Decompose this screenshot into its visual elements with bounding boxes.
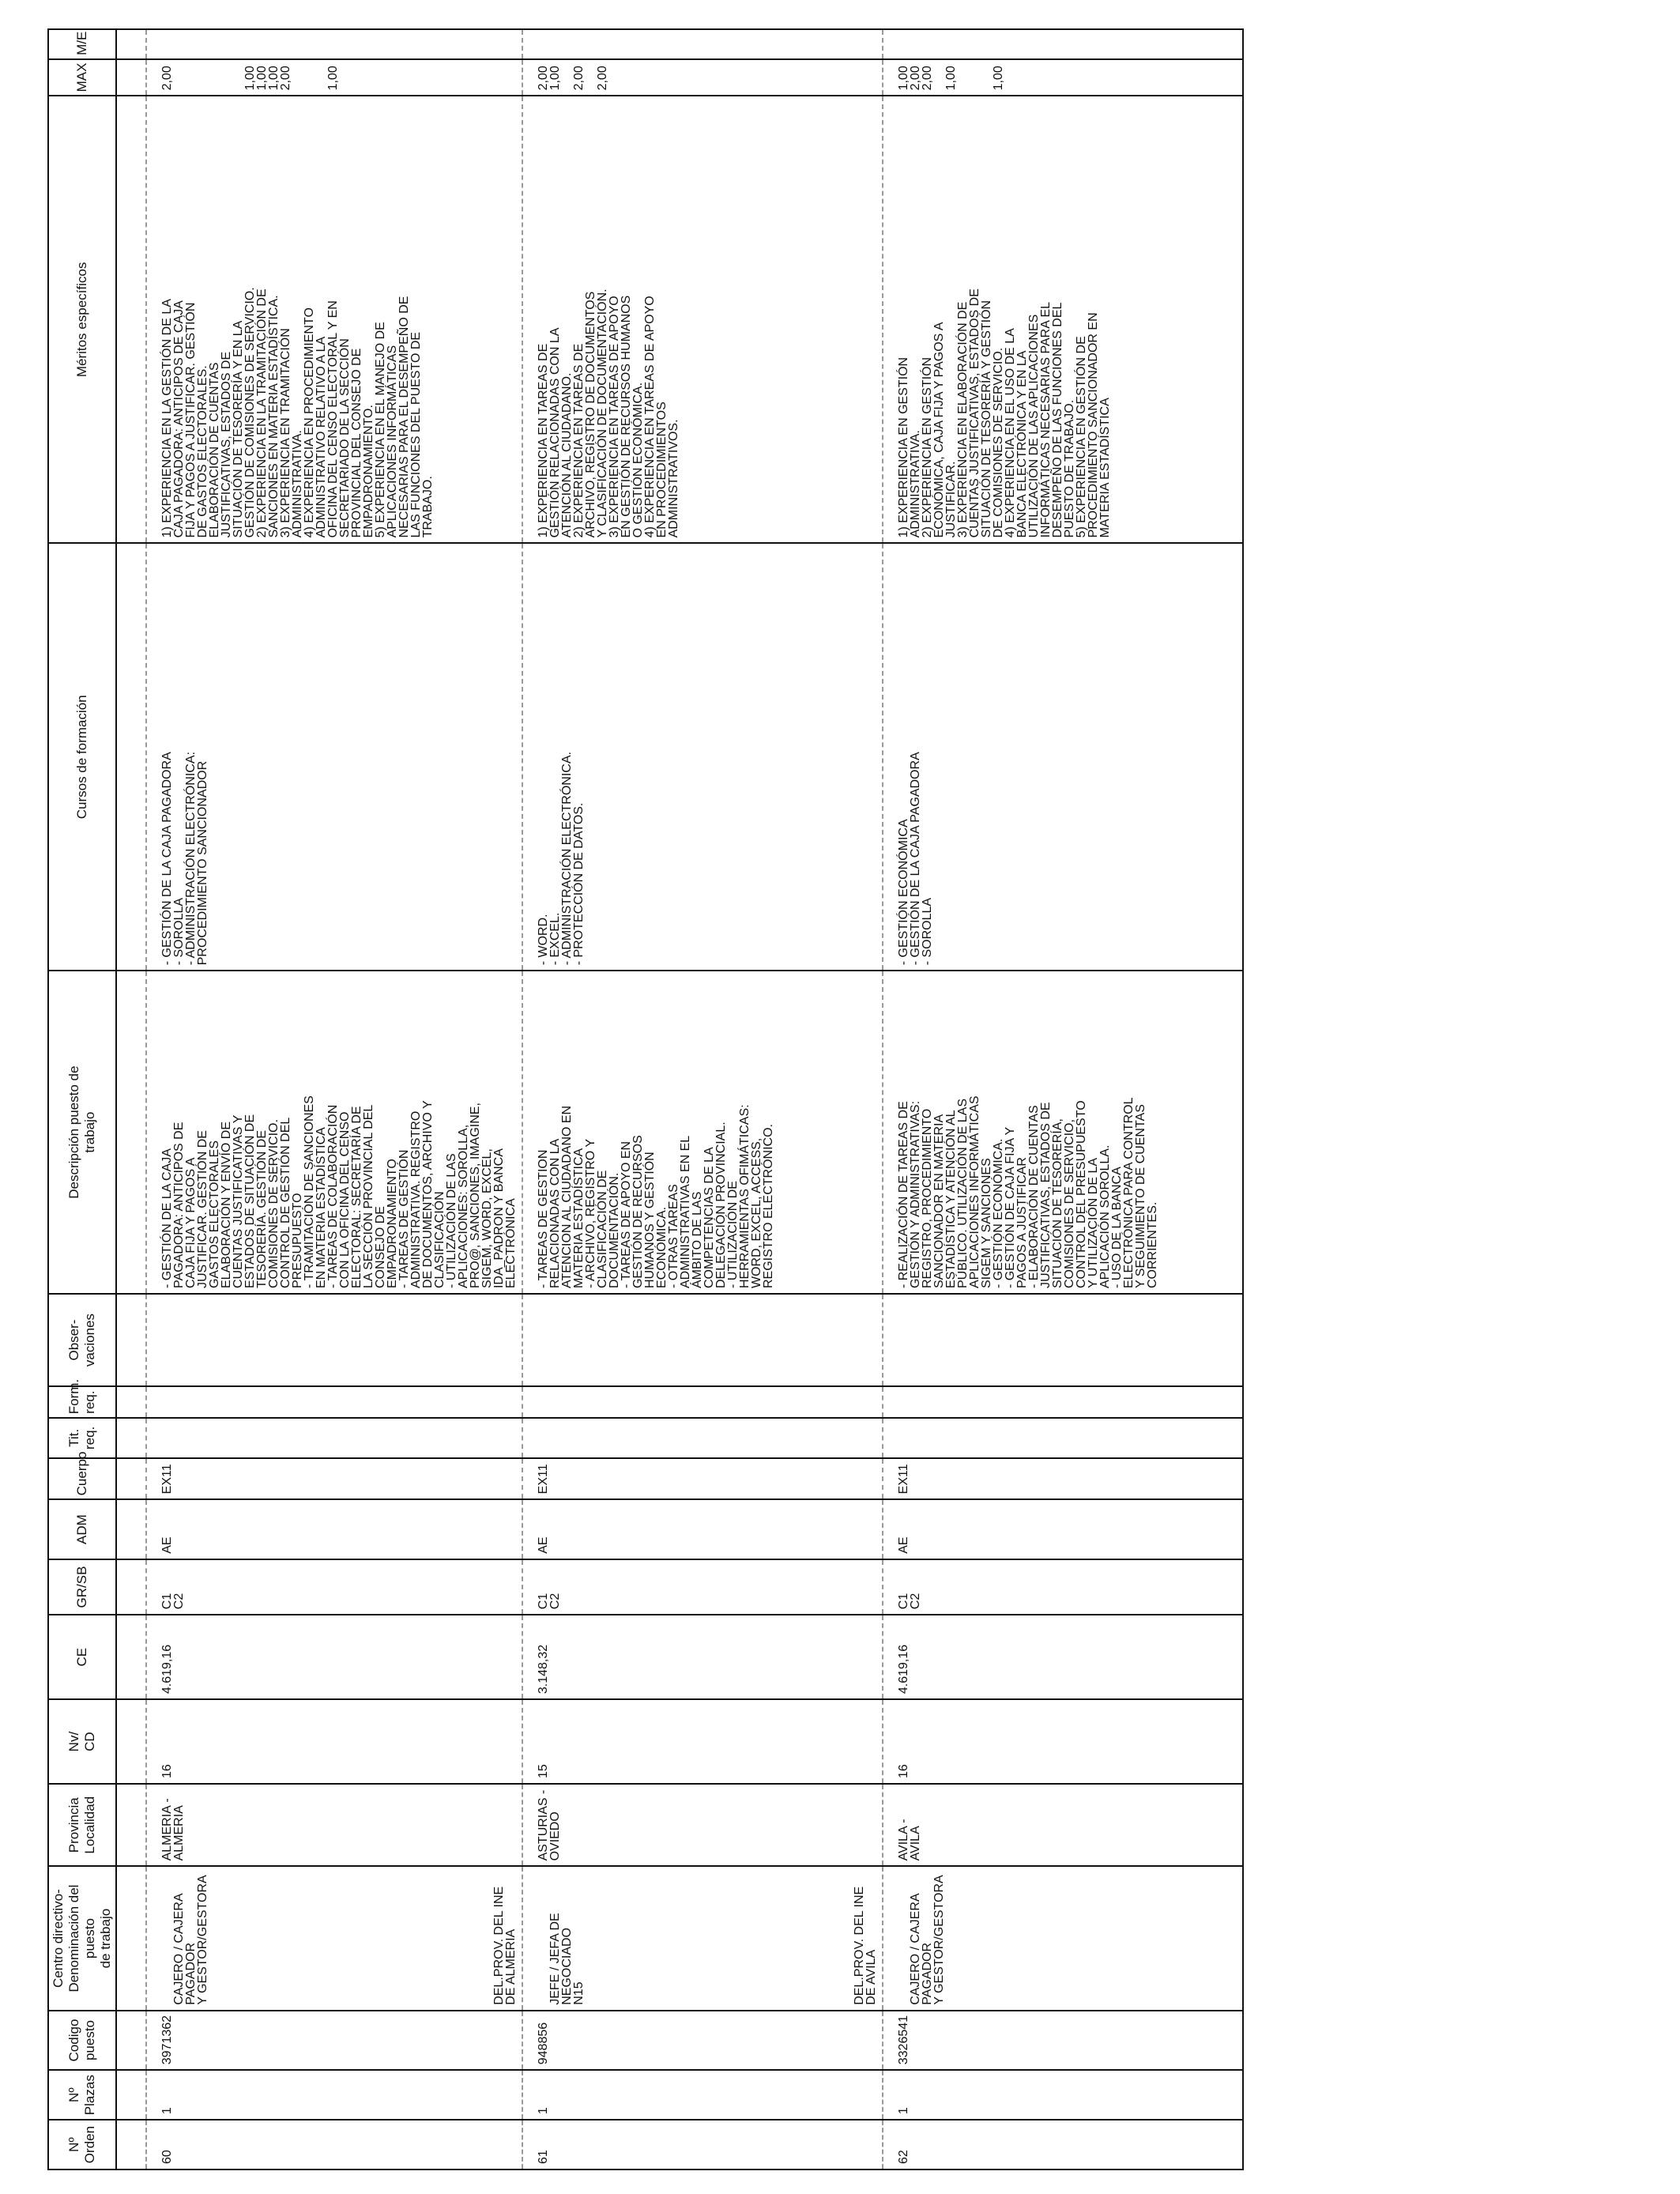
cuerpo-cell: EX11	[146, 1458, 522, 1500]
me-cell	[146, 29, 522, 59]
job-positions-table	[47, 28, 1244, 2170]
codigo-cell: 3971362	[146, 2011, 522, 2070]
adm-cell: AE	[883, 1499, 1243, 1559]
max-values: 2,00 1,00 1,00 1,00 2,00 1,00	[160, 66, 340, 91]
header-centro: Centro directivo- Denominación del puesto de trabajo	[48, 1866, 116, 2010]
header-cursos: Cursos de formación	[48, 543, 116, 971]
adm-cell: AE	[146, 1499, 522, 1559]
codigo-cell: 948856	[522, 2011, 883, 2070]
ce-cell: 4.619,16	[146, 1615, 522, 1699]
header-meritos: Méritos específicos	[48, 96, 116, 543]
header-titulacion: Tit. req.	[48, 1418, 116, 1457]
header-formacion-req: Form. req.	[48, 1386, 116, 1418]
grupo-cell: C1 C2	[883, 1559, 1243, 1615]
orden-cell: 61	[522, 2120, 883, 2169]
plazas-cell: 1	[522, 2070, 883, 2120]
ce-cell: 3.148,32	[522, 1615, 883, 1699]
header-nivel: Nv/ CD	[48, 1699, 116, 1784]
grupo-cell: C1 C2	[522, 1559, 883, 1615]
ce-cell: 4.619,16	[883, 1615, 1243, 1699]
header-codigo: Codigo puesto	[48, 2011, 116, 2070]
header-max: MAX	[48, 59, 116, 96]
orden-cell: 62	[883, 2120, 1243, 2169]
header-provincia: Provincia Localidad	[48, 1784, 116, 1866]
titulacion-cell	[522, 1418, 883, 1457]
denominacion-text: CAJERO / CAJERA PAGADOR Y GESTOR/GESTORA	[909, 1875, 946, 2005]
titulacion-cell	[146, 1418, 522, 1457]
descripcion-cell: - GESTIÓN DE LA CAJA PAGADORA: ANTICIPOS DE CAJA FIJA Y PAGOS A JUSTIFICAR. GESTIÓN DE GASTOS ELECTORALES ELABORACIÓN Y ENVÍO DE CUENTAS JUSTIFICATIVAS Y ESTADOS DE SITUACIÓN DE TESORERÍA. GESTIÓN DE COMISIONES DE SERVICIO. CONTROL DE GESTIÓN DEL PRESUPUESTO - TRAMITACIÓN DE SANCIONES EN MATERIA ESTADÍSTICA - TAREAS DE COLABORACIÓN CON LA OFICINA DEL CENSO ELECTORAL: SECRETARÍA DE LA SECCIÓN PROVINCIAL DEL CONSEJO DE EMPADRONAMIENTO - TAREAS DE GESTIÓN ADMINISTRATIVA. REGISTRO DE DOCUMENTOS, ARCHIVO Y CLASIFICACIÓN - UTILIZACIÓN DE LAS APLICACIONES: SOROLLA, PRO@, SANCIONES, IMAGINE, SIGEM, WORD, EXCEL, IDA_PADRON Y BANCA ELECTRÓNICA	[146, 971, 522, 1294]
max-cell	[146, 59, 522, 96]
meritos-cell: 1) EXPERIENCIA EN GESTIÓN ADMINISTRATIVA. 2) EXPERIENCIA EN GESTIÓN ECONÓMICA, CAJA FIJA Y PAGOS A JUSTIFICAR. 3) EXPERIENCIA EN ELABORACIÓN DE CUENTAS JUSTIFICATIVAS, ESTADOS DE SITUACIÓN DE TESORERÍA Y GESTIÓN DE COMISIONES DE SERVICIO. 4) EXPERIENCIA EN EL USO DE LA BANCA ELECTRÓNICA Y EN LA UTILIZACIÓN DE LAS APLICACIONES INFORMÁTICAS NECESARIAS PARA EL DESEMPEÑO DE LAS FUNCIONES DEL PUESTO DE TRABAJO. 5) EXPERIENCIA EN GESTIÓN DE PROCEDIMIENTO SANCIONADOR EN MATERIA ESTADÍSTICA	[883, 96, 1243, 543]
header-me: M/E	[48, 29, 116, 59]
denominacion-text: JEFE / JEFA DE NEGOCIADO N15	[548, 1913, 586, 2005]
plazas-cell: 1	[883, 2070, 1243, 2120]
centro-cell	[146, 1866, 522, 2010]
table-row	[146, 29, 522, 2169]
top-spacer-row	[116, 29, 146, 2169]
centro-cell	[522, 1866, 883, 2010]
nivel-cell: 15	[522, 1699, 883, 1784]
max-values: 1,00 2,00 2,00 1,00 1,00	[897, 66, 1005, 91]
header-cuerpo: Cuerpo	[48, 1458, 116, 1500]
descripcion-cell: - REALIZACIÓN DE TAREAS DE GESTIÓN Y ADMINISTRATIVAS: REGISTRO, PROCEDIMIENTO SANCIONADOR EN MATERIA ESTADÍSTICA Y ATENCIÓN AL PÚBLICO. UTILIZACIÓN DE LAS APLICACIONES INFORMÁTICAS SIGEM Y SANCIONES - GESTIÓN ECONÓMICA. - GESTIÓN DE CAJA FIJA Y PAGOS A JUSTIFICAR - ELABORACIÓN DE CUENTAS JUSTIFICATIVAS, ESTADOS DE SITUACIÓN DE TESORERÍA, COMISIONES DE SERVICIO, CONTROL DEL PRESUPUESTO Y UTILIZACIÓN DE LA APLICACIÓN SOROLLA. - USO DE LA BANCA ELECTRÓNICA PARA CONTROL Y SEGUIMIENTO DE CUENTAS CORRIENTES.	[883, 971, 1243, 1294]
cuerpo-cell: EX11	[883, 1458, 1243, 1500]
orden-cell: 60	[146, 2120, 522, 2169]
provincia-cell: ASTURIAS - OVIEDO	[522, 1784, 883, 1866]
max-cell	[522, 59, 883, 96]
observaciones-cell	[883, 1294, 1243, 1386]
nivel-cell: 16	[883, 1699, 1243, 1784]
descripcion-cell: - TAREAS DE GESTION RELACIONADAS CON LA ATENCION AL CIUDADANO EN MATERIA ESTADÍSTICA - ARCHIVO, REGISTRO Y CLASIFICACIÓN DE DOCUMENTACIÓN. - TAREAS DE APOYO EN GESTIÓN DE RECURSOS HUMANOS Y GESTIÓN ECONÓMICA. - OTRAS TAREAS ADMINISTRATIVAS EN EL ÁMBITO DE LAS COMPETENCIAS DE LA DELEGACIÓN PROVINCIAL. - UTILIZACIÓN DE HERRAMIENTAS OFIMÁTICAS: WORD, EXCEL, ACCESS, REGISTRO ELECTRÓNICO.	[522, 971, 883, 1294]
formacion-req-cell	[522, 1386, 883, 1418]
centro-directivo-text: DEL.PROV. DEL INE DE ALMERIA	[492, 1886, 518, 2005]
formacion-req-cell	[146, 1386, 522, 1418]
table-row	[522, 29, 883, 2169]
max-cell	[883, 59, 1243, 96]
header-adm: ADM	[48, 1499, 116, 1559]
codigo-cell: 3326541	[883, 2011, 1243, 2070]
header-plazas: Nº Plazas	[48, 2070, 116, 2120]
adm-cell: AE	[522, 1499, 883, 1559]
header-observaciones: Obser- vaciones	[48, 1294, 116, 1386]
table-row	[883, 29, 1243, 2169]
meritos-cell: 1) EXPERIENCIA EN LA GESTIÓN DE LA CAJA PAGADORA: ANTICIPOS DE CAJA FIJA Y PAGOS A JUSTIFICAR. GESTIÓN DE GASTOS ELECTORALES. ELABORACIÓN DE CUENTAS JUSTIFICATIVAS, ESTADOS DE SITUACIÓN DE TESORERÍA Y EN LA GESTIÓN DE COMISIONES DE SERVICIO. 2) EXPERIENCIA EN LA TRAMITACIÓN DE SANCIONES EN MATERIA ESTADÍSTICA. 3) EXPERIENCIA EN TRAMITACIÓN ADMINISTRATIVA. 4) EXPERIENCIA EN PROCEDIMIENTO ADMINISTRATIVO RELATIVO A LA OFICINA DEL CENSO ELECTORAL Y EN SECRETARIADO DE LA SECCIÓN PROVINCIAL DEL CONSEJO DE EMPADRONAMIENTO. 5) EXPERIENCIA EN EL MANEJO DE APLICACIONES INFORMÁTICAS NECESARIAS PARA EL DESEMPEÑO DE LAS FUNCIONES DEL PUESTO DE TRABAJO.	[146, 96, 522, 543]
header-descripcion: Descripción puesto de trabajo	[48, 971, 116, 1294]
me-cell	[883, 29, 1243, 59]
cursos-cell: - GESTIÓN ECONÓMICA - GESTIÓN DE LA CAJA PAGADORA - SOROLLA	[883, 543, 1243, 971]
me-cell	[522, 29, 883, 59]
header-row	[48, 29, 116, 2169]
centro-cell	[883, 1866, 1243, 2010]
cursos-cell: - GESTIÓN DE LA CAJA PAGADORA - SOROLLA - ADMINISTRACIÓN ELECTRÓNICA: PROCEDIMIENTO SANCIONADOR	[146, 543, 522, 971]
max-values: 2,00 1,00 2,00 2,00	[537, 66, 609, 91]
observaciones-cell	[146, 1294, 522, 1386]
provincia-cell: AVILA - AVILA	[883, 1784, 1243, 1866]
denominacion-text: CAJERO / CAJERA PAGADOR Y GESTOR/GESTORA	[172, 1875, 209, 2005]
header-orden: Nº Orden	[48, 2120, 116, 2169]
plazas-cell: 1	[146, 2070, 522, 2120]
grupo-cell: C1 C2	[146, 1559, 522, 1615]
provincia-cell: ALMERIA - ALMERIA	[146, 1784, 522, 1866]
header-grupo: GR/SB	[48, 1559, 116, 1615]
formacion-req-cell	[883, 1386, 1243, 1418]
cuerpo-cell: EX11	[522, 1458, 883, 1500]
meritos-cell: 1) EXPERIENCIA EN TAREAS DE GESTIÓN RELACIONADAS CON LA ATENCIÓN AL CIUDADANO. 2) EXPERIENCIA EN TAREAS DE ARCHIVO, REGISTRO DE DOCUMENTOS Y CLASIFICACIÓN DE DOCUMENTACIÓN. 3) EXPERIENCIA EN TAREAS DE APOYO EN GESTIÓN DE RECURSOS HUMANOS O GESTIÓN ECONÓMICA. 4) EXPERIENCIA EN TAREAS DE APOYO EN PROCEDIMIENTOS ADMINISTRATIVOS.	[522, 96, 883, 543]
observaciones-cell	[522, 1294, 883, 1386]
cursos-cell: - WORD. - EXCEL. - ADMINISTRACIÓN ELECTRÓNICA. - PROTECCIÓN DE DATOS.	[522, 543, 883, 971]
nivel-cell: 16	[146, 1699, 522, 1784]
centro-directivo-text: DEL.PROV. DEL INE DE AVILA	[853, 1886, 878, 2005]
header-ce: CE	[48, 1615, 116, 1699]
titulacion-cell	[883, 1418, 1243, 1457]
